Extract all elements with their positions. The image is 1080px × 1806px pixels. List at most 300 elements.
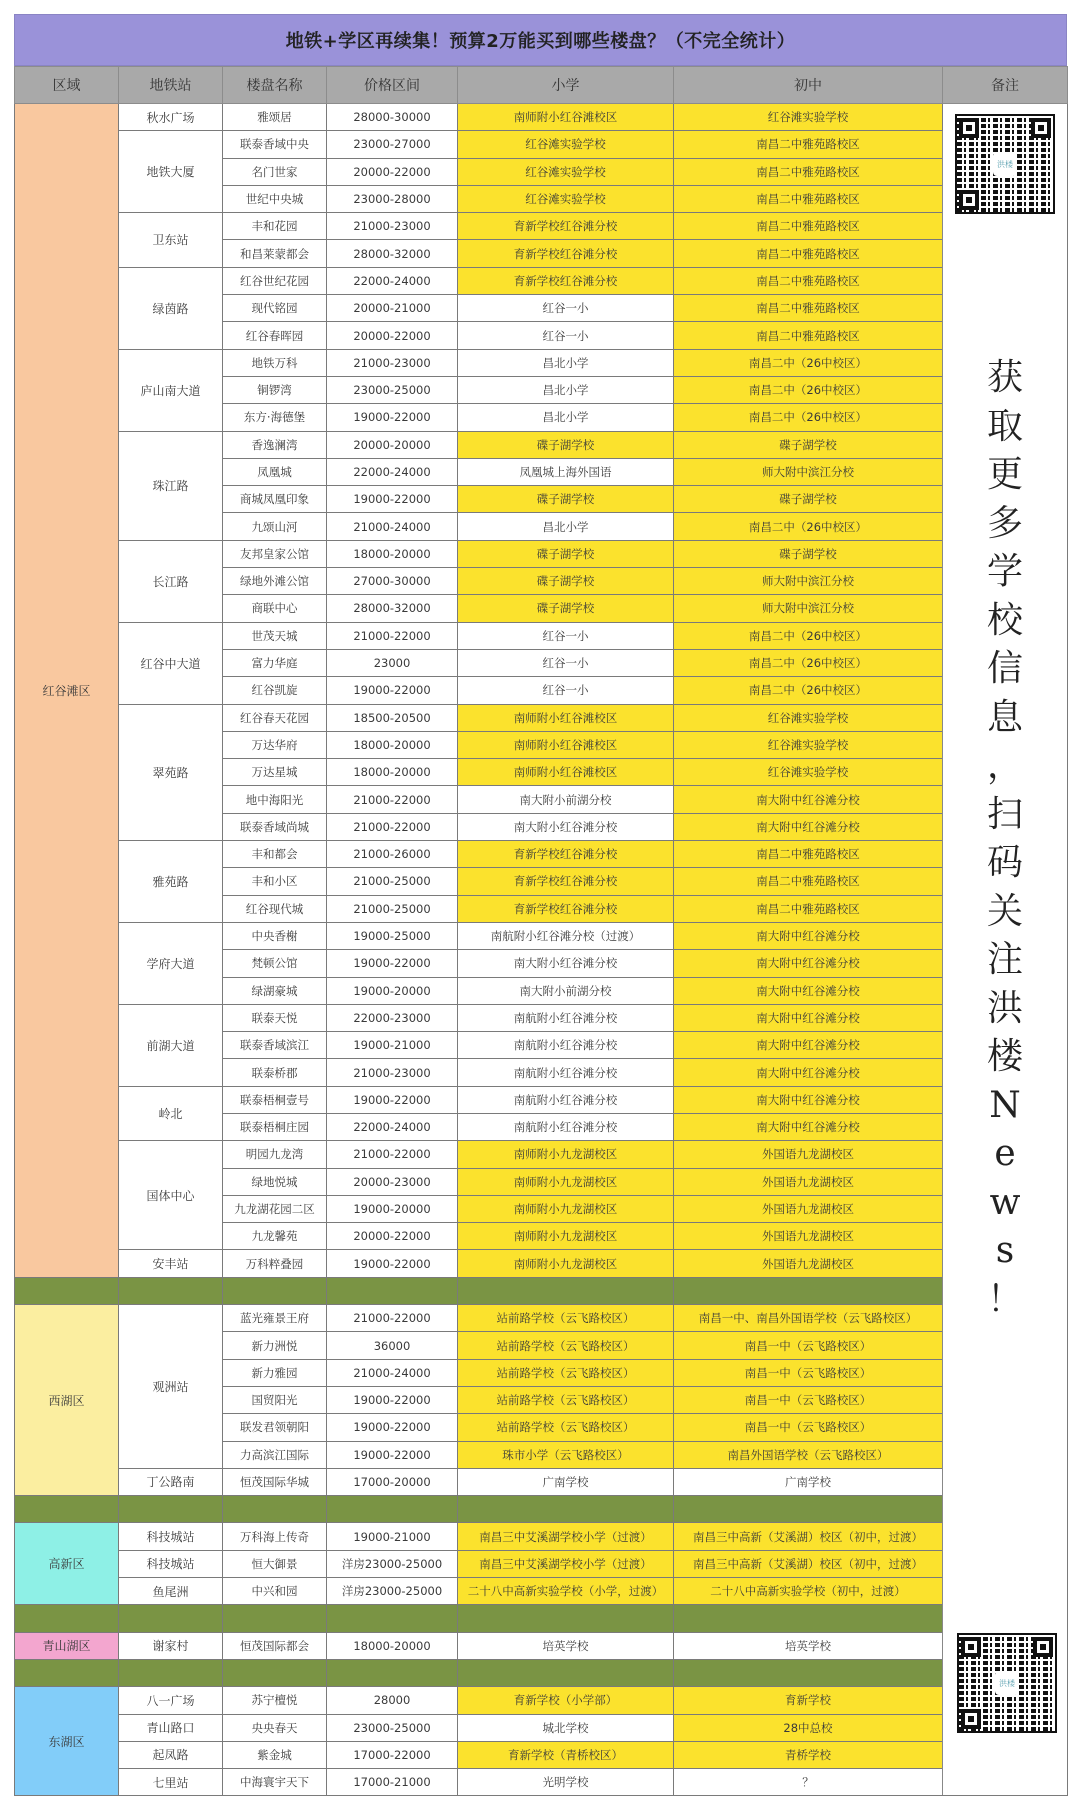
vertical-char: w — [989, 1181, 1021, 1223]
vertical-char: 码 — [986, 842, 1023, 883]
price-cell: 19000-22000 — [327, 1441, 458, 1468]
vertical-char: 息 — [986, 696, 1023, 738]
separator-cell — [327, 1605, 458, 1632]
vertical-char: 获 — [986, 357, 1023, 398]
primary-school-cell: 红谷滩实验学校 — [458, 158, 674, 185]
estate-cell: 绿湖豪城 — [223, 977, 327, 1004]
col-header-district: 区域 — [15, 67, 119, 104]
price-cell: 23000-25000 — [327, 376, 458, 403]
metro-station-cell: 翠苑路 — [119, 704, 223, 840]
estate-cell: 明园九龙湾 — [223, 1141, 327, 1168]
primary-school-cell: 光明学校 — [458, 1769, 674, 1796]
price-cell: 17000-22000 — [327, 1741, 458, 1768]
estate-cell: 丰和花园 — [223, 213, 327, 240]
vertical-char: N — [989, 1084, 1021, 1126]
metro-station-cell: 丁公路南 — [119, 1468, 223, 1495]
price-cell: 21000-22000 — [327, 1141, 458, 1168]
estate-cell: 世茂天城 — [223, 622, 327, 649]
price-cell: 20000-21000 — [327, 295, 458, 322]
middle-school-cell: 南昌三中高新（艾溪湖）校区（初中，过渡） — [674, 1523, 943, 1550]
price-cell: 21000-25000 — [327, 868, 458, 895]
district-cell: 青山湖区 — [15, 1632, 119, 1659]
price-cell: 21000-23000 — [327, 213, 458, 240]
estate-cell: 香逸澜湾 — [223, 431, 327, 458]
estate-cell: 恒大御景 — [223, 1550, 327, 1577]
primary-school-cell: 育新学校（青桥校区） — [458, 1741, 674, 1768]
page-title: 地铁+学区再续集！预算2万能买到哪些楼盘？（不完全统计） — [14, 14, 1067, 66]
estate-cell: 九颂山河 — [223, 513, 327, 540]
metro-station-cell: 观洲站 — [119, 1305, 223, 1469]
estate-cell: 绿地悦城 — [223, 1168, 327, 1195]
vertical-char: 楼 — [986, 1036, 1023, 1077]
qr-logo-icon: 洪楼 — [995, 1671, 1019, 1695]
separator-cell — [674, 1277, 943, 1304]
price-cell: 23000-27000 — [327, 131, 458, 158]
primary-school-cell: 南大附小红谷滩分校 — [458, 813, 674, 840]
middle-school-cell: 南大附中红谷滩分校 — [674, 950, 943, 977]
price-cell: 23000-28000 — [327, 185, 458, 212]
col-header-middle: 初中 — [674, 67, 943, 104]
middle-school-cell: 南昌一中（云飞路校区） — [674, 1359, 943, 1386]
separator-cell — [15, 1659, 119, 1686]
price-cell: 18000-20000 — [327, 1632, 458, 1659]
primary-school-cell: 南师附小红谷滩校区 — [458, 704, 674, 731]
estate-cell: 紫金城 — [223, 1741, 327, 1768]
separator-cell — [458, 1605, 674, 1632]
primary-school-cell: 红谷一小 — [458, 649, 674, 676]
middle-school-cell: 培英学校 — [674, 1632, 943, 1659]
middle-school-cell: 碟子湖学校 — [674, 486, 943, 513]
table-row — [15, 1305, 1068, 1332]
table-row — [15, 1141, 1068, 1168]
price-cell: 22000-24000 — [327, 458, 458, 485]
table-row — [15, 1004, 1068, 1031]
district-cell: 高新区 — [15, 1523, 119, 1605]
middle-school-cell: 南昌一中（云飞路校区） — [674, 1386, 943, 1413]
estate-cell: 联泰桥郡 — [223, 1059, 327, 1086]
estate-cell: 九龙馨苑 — [223, 1223, 327, 1250]
middle-school-cell: 外国语九龙湖校区 — [674, 1195, 943, 1222]
price-cell: 22000-23000 — [327, 1004, 458, 1031]
estate-cell: 新力洲悦 — [223, 1332, 327, 1359]
separator-cell — [119, 1659, 223, 1686]
estate-cell: 新力雅园 — [223, 1359, 327, 1386]
estate-cell: 恒茂国际都会 — [223, 1632, 327, 1659]
price-cell: 21000-23000 — [327, 349, 458, 376]
primary-school-cell: 南航附小红谷滩分校（过渡） — [458, 922, 674, 949]
col-header-primary: 小学 — [458, 67, 674, 104]
estate-cell: 商城凤凰印象 — [223, 486, 327, 513]
metro-station-cell: 国体中心 — [119, 1141, 223, 1250]
estate-cell: 红谷现代城 — [223, 895, 327, 922]
table-row — [15, 1086, 1068, 1113]
estate-cell: 红谷凯旋 — [223, 677, 327, 704]
price-cell: 20000-20000 — [327, 431, 458, 458]
metro-station-cell: 七里站 — [119, 1769, 223, 1796]
follow-prompt-vertical-text — [943, 354, 1067, 1324]
vertical-char: ！ — [986, 1278, 1023, 1320]
col-header-estate: 楼盘名称 — [223, 67, 327, 104]
primary-school-cell: 站前路学校（云飞路校区） — [458, 1332, 674, 1359]
estate-cell: 现代铭园 — [223, 295, 327, 322]
vertical-char: ， — [986, 745, 1023, 786]
price-cell: 28000-32000 — [327, 595, 458, 622]
separator-cell — [119, 1277, 223, 1304]
primary-school-cell: 红谷滩实验学校 — [458, 131, 674, 158]
separator-cell — [119, 1605, 223, 1632]
estate-cell: 富力华庭 — [223, 649, 327, 676]
estate-cell: 丰和小区 — [223, 868, 327, 895]
price-cell: 19000-22000 — [327, 1386, 458, 1413]
price-cell: 19000-22000 — [327, 486, 458, 513]
primary-school-cell: 南昌三中艾溪湖学校小学（过渡） — [458, 1523, 674, 1550]
estate-cell: 地中海阳光 — [223, 786, 327, 813]
middle-school-cell: 南昌一中（云飞路校区） — [674, 1332, 943, 1359]
note-cell — [943, 104, 1068, 1796]
primary-school-cell: 站前路学校（云飞路校区） — [458, 1305, 674, 1332]
price-cell: 19000-25000 — [327, 922, 458, 949]
separator-cell — [223, 1277, 327, 1304]
middle-school-cell: 外国语九龙湖校区 — [674, 1141, 943, 1168]
estate-cell: 中海寰宇天下 — [223, 1769, 327, 1796]
estate-cell: 联泰梧桐壹号 — [223, 1086, 327, 1113]
primary-school-cell: 昌北小学 — [458, 349, 674, 376]
table-row — [15, 1550, 1068, 1577]
primary-school-cell: 碟子湖学校 — [458, 568, 674, 595]
middle-school-cell: 师大附中滨江分校 — [674, 568, 943, 595]
primary-school-cell: 南师附小九龙湖校区 — [458, 1168, 674, 1195]
price-cell: 21000-22000 — [327, 813, 458, 840]
middle-school-cell: 育新学校 — [674, 1687, 943, 1714]
price-cell: 17000-20000 — [327, 1468, 458, 1495]
metro-station-cell: 地铁大厦 — [119, 131, 223, 213]
estate-cell: 苏宁檀悦 — [223, 1687, 327, 1714]
estate-cell: 恒茂国际华城 — [223, 1468, 327, 1495]
table-row — [15, 267, 1068, 294]
estate-cell: 红谷春天花园 — [223, 704, 327, 731]
price-cell: 21000-25000 — [327, 895, 458, 922]
middle-school-cell: 南昌二中雅苑路校区 — [674, 295, 943, 322]
primary-school-cell: 育新学校红谷滩分校 — [458, 240, 674, 267]
separator-cell — [327, 1277, 458, 1304]
primary-school-cell: 红谷一小 — [458, 622, 674, 649]
table-row — [15, 704, 1068, 731]
primary-school-cell: 碟子湖学校 — [458, 431, 674, 458]
middle-school-cell: 28中总校 — [674, 1714, 943, 1741]
price-cell: 19000-20000 — [327, 1195, 458, 1222]
estate-cell: 商联中心 — [223, 595, 327, 622]
vertical-char: e — [994, 1133, 1016, 1174]
metro-station-cell: 科技城站 — [119, 1523, 223, 1550]
primary-school-cell: 育新学校红谷滩分校 — [458, 841, 674, 868]
primary-school-cell: 南大附小前湖分校 — [458, 786, 674, 813]
price-cell: 20000-22000 — [327, 322, 458, 349]
primary-school-cell: 城北学校 — [458, 1714, 674, 1741]
middle-school-cell: 南大附中红谷滩分校 — [674, 1032, 943, 1059]
separator-cell — [15, 1496, 119, 1523]
separator-cell — [458, 1496, 674, 1523]
district-cell: 东湖区 — [15, 1687, 119, 1796]
primary-school-cell: 南航附小红谷滩分校 — [458, 1004, 674, 1031]
metro-station-cell: 谢家村 — [119, 1632, 223, 1659]
price-cell: 20000-22000 — [327, 158, 458, 185]
middle-school-cell: 南昌一中（云飞路校区） — [674, 1414, 943, 1441]
primary-school-cell: 红谷一小 — [458, 677, 674, 704]
middle-school-cell: 南昌二中雅苑路校区 — [674, 267, 943, 294]
price-cell: 21000-23000 — [327, 1059, 458, 1086]
primary-school-cell: 南昌三中艾溪湖学校小学（过渡） — [458, 1550, 674, 1577]
middle-school-cell: 南昌二中雅苑路校区 — [674, 185, 943, 212]
estate-cell: 雅颂居 — [223, 104, 327, 131]
metro-station-cell: 秋水广场 — [119, 104, 223, 131]
middle-school-cell: 外国语九龙湖校区 — [674, 1168, 943, 1195]
separator-cell — [223, 1659, 327, 1686]
separator-cell — [15, 1277, 119, 1304]
estate-cell: 丰和都会 — [223, 841, 327, 868]
primary-school-cell: 珠市小学（云飞路校区） — [458, 1441, 674, 1468]
middle-school-cell: 广南学校 — [674, 1468, 943, 1495]
price-cell: 21000-22000 — [327, 622, 458, 649]
price-cell: 17000-21000 — [327, 1769, 458, 1796]
price-cell: 18000-20000 — [327, 540, 458, 567]
middle-school-cell: 南昌二中雅苑路校区 — [674, 240, 943, 267]
separator-cell — [119, 1496, 223, 1523]
primary-school-cell: 南航附小红谷滩分校 — [458, 1113, 674, 1140]
primary-school-cell: 南师附小九龙湖校区 — [458, 1195, 674, 1222]
district-cell: 红谷滩区 — [15, 104, 119, 1278]
middle-school-cell: 外国语九龙湖校区 — [674, 1223, 943, 1250]
metro-station-cell: 卫东站 — [119, 213, 223, 268]
estate-cell: 绿地外滩公馆 — [223, 568, 327, 595]
price-cell: 洋房23000-25000 — [327, 1550, 458, 1577]
vertical-char: 洪 — [986, 987, 1023, 1029]
table-row — [15, 1578, 1068, 1605]
middle-school-cell: 二十八中高新实验学校（初中，过渡） — [674, 1578, 943, 1605]
middle-school-cell: 南昌二中（26中校区） — [674, 404, 943, 431]
primary-school-cell: 育新学校红谷滩分校 — [458, 868, 674, 895]
table-row — [15, 1468, 1068, 1495]
district-separator-row — [15, 1605, 1068, 1632]
estate-cell: 中央香榭 — [223, 922, 327, 949]
separator-cell — [674, 1605, 943, 1632]
primary-school-cell: 南大附小红谷滩分校 — [458, 950, 674, 977]
primary-school-cell: 昌北小学 — [458, 404, 674, 431]
estate-cell: 力高滨江国际 — [223, 1441, 327, 1468]
estate-cell: 友邦皇家公馆 — [223, 540, 327, 567]
price-cell: 22000-24000 — [327, 267, 458, 294]
primary-school-cell: 站前路学校（云飞路校区） — [458, 1414, 674, 1441]
primary-school-cell: 碟子湖学校 — [458, 595, 674, 622]
middle-school-cell: 南昌二中雅苑路校区 — [674, 158, 943, 185]
price-cell: 19000-22000 — [327, 950, 458, 977]
metro-station-cell: 起凤路 — [119, 1741, 223, 1768]
estate-cell: 和昌莱蒙都会 — [223, 240, 327, 267]
district-separator-row — [15, 1659, 1068, 1686]
vertical-char: s — [995, 1230, 1015, 1271]
separator-cell — [223, 1496, 327, 1523]
estate-cell: 红谷世纪花园 — [223, 267, 327, 294]
middle-school-cell: 师大附中滨江分校 — [674, 595, 943, 622]
col-header-station: 地铁站 — [119, 67, 223, 104]
district-cell: 西湖区 — [15, 1305, 119, 1496]
table-body — [15, 104, 1068, 1796]
price-cell: 19000-22000 — [327, 404, 458, 431]
middle-school-cell: 南昌二中雅苑路校区 — [674, 895, 943, 922]
estate-cell: 地铁万科 — [223, 349, 327, 376]
middle-school-cell: 南昌二中雅苑路校区 — [674, 322, 943, 349]
primary-school-cell: 育新学校红谷滩分校 — [458, 267, 674, 294]
estate-cell: 名门世家 — [223, 158, 327, 185]
primary-school-cell: 南师附小九龙湖校区 — [458, 1141, 674, 1168]
table-row — [15, 841, 1068, 868]
estate-cell: 联泰香域滨江 — [223, 1032, 327, 1059]
price-cell: 18000-20000 — [327, 759, 458, 786]
estate-cell: 联泰梧桐庄园 — [223, 1113, 327, 1140]
price-cell: 20000-22000 — [327, 1223, 458, 1250]
middle-school-cell: 红谷滩实验学校 — [674, 731, 943, 758]
middle-school-cell: 南昌二中（26中校区） — [674, 649, 943, 676]
estate-cell: 铜锣湾 — [223, 376, 327, 403]
price-cell: 19000-22000 — [327, 1250, 458, 1277]
middle-school-cell: 南昌一中、南昌外国语学校（云飞路校区） — [674, 1305, 943, 1332]
price-cell: 27000-30000 — [327, 568, 458, 595]
vertical-char: 校 — [986, 599, 1023, 641]
middle-school-cell: 南昌二中（26中校区） — [674, 349, 943, 376]
separator-cell — [223, 1605, 327, 1632]
col-header-price: 价格区间 — [327, 67, 458, 104]
primary-school-cell: 站前路学校（云飞路校区） — [458, 1359, 674, 1386]
middle-school-cell: 南大附中红谷滩分校 — [674, 813, 943, 840]
primary-school-cell: 站前路学校（云飞路校区） — [458, 1386, 674, 1413]
estate-cell: 万科海上传奇 — [223, 1523, 327, 1550]
metro-station-cell: 珠江路 — [119, 431, 223, 540]
middle-school-cell: 南昌外国语学校（云飞路校区） — [674, 1441, 943, 1468]
price-cell: 22000-24000 — [327, 1113, 458, 1140]
table-row — [15, 213, 1068, 240]
primary-school-cell: 红谷一小 — [458, 322, 674, 349]
price-cell: 19000-20000 — [327, 977, 458, 1004]
estate-cell: 东方·海德堡 — [223, 404, 327, 431]
metro-station-cell: 八一广场 — [119, 1687, 223, 1714]
price-cell: 洋房23000-25000 — [327, 1578, 458, 1605]
primary-school-cell: 南师附小红谷滩校区 — [458, 759, 674, 786]
middle-school-cell: 碟子湖学校 — [674, 540, 943, 567]
header-row — [15, 67, 1068, 104]
middle-school-cell: 南大附中红谷滩分校 — [674, 922, 943, 949]
middle-school-cell: 南昌二中雅苑路校区 — [674, 868, 943, 895]
price-cell: 28000 — [327, 1687, 458, 1714]
primary-school-cell: 南师附小九龙湖校区 — [458, 1250, 674, 1277]
qr-logo-icon: 洪楼 — [993, 152, 1017, 176]
metro-station-cell: 岭北 — [119, 1086, 223, 1141]
middle-school-cell: 南昌二中（26中校区） — [674, 622, 943, 649]
price-cell: 21000-22000 — [327, 786, 458, 813]
metro-station-cell: 鱼尾洲 — [119, 1578, 223, 1605]
primary-school-cell: 昌北小学 — [458, 513, 674, 540]
middle-school-cell: 南昌三中高新（艾溪湖）校区（初中，过渡） — [674, 1550, 943, 1577]
primary-school-cell: 南大附小前湖分校 — [458, 977, 674, 1004]
middle-school-cell: 南大附中红谷滩分校 — [674, 1004, 943, 1031]
primary-school-cell: 碟子湖学校 — [458, 486, 674, 513]
middle-school-cell: 南昌二中（26中校区） — [674, 376, 943, 403]
vertical-char: 取 — [986, 405, 1023, 447]
separator-cell — [327, 1496, 458, 1523]
qr-code-top[interactable] — [955, 114, 1055, 214]
estate-cell: 万达星城 — [223, 759, 327, 786]
estate-cell: 红谷春晖园 — [223, 322, 327, 349]
table-row — [15, 349, 1068, 376]
primary-school-cell: 红谷一小 — [458, 295, 674, 322]
estate-cell: 联发君领朝阳 — [223, 1414, 327, 1441]
qr-code-bottom[interactable] — [957, 1633, 1057, 1733]
middle-school-cell: 碟子湖学校 — [674, 431, 943, 458]
price-cell: 28000-30000 — [327, 104, 458, 131]
estate-cell: 联泰天悦 — [223, 1004, 327, 1031]
price-cell: 21000-22000 — [327, 1305, 458, 1332]
district-separator-row — [15, 1496, 1068, 1523]
price-cell: 23000-25000 — [327, 1714, 458, 1741]
middle-school-cell: 南大附中红谷滩分校 — [674, 786, 943, 813]
middle-school-cell: 外国语九龙湖校区 — [674, 1250, 943, 1277]
primary-school-cell: 育新学校（小学部） — [458, 1687, 674, 1714]
vertical-char: 关 — [986, 890, 1023, 932]
metro-station-cell: 科技城站 — [119, 1550, 223, 1577]
table-row — [15, 1632, 1068, 1659]
table-row — [15, 922, 1068, 949]
price-cell: 36000 — [327, 1332, 458, 1359]
estate-cell: 万科粹叠园 — [223, 1250, 327, 1277]
middle-school-cell: 青桥学校 — [674, 1741, 943, 1768]
primary-school-cell: 昌北小学 — [458, 376, 674, 403]
vertical-char: 更 — [986, 454, 1023, 495]
separator-cell — [674, 1496, 943, 1523]
separator-cell — [458, 1659, 674, 1686]
table-row — [15, 431, 1068, 458]
middle-school-cell: 南昌二中雅苑路校区 — [674, 213, 943, 240]
housing-table — [14, 66, 1068, 1796]
vertical-char: 扫 — [986, 793, 1023, 835]
estate-cell: 梵顿公馆 — [223, 950, 327, 977]
separator-cell — [15, 1605, 119, 1632]
price-cell: 19000-22000 — [327, 677, 458, 704]
estate-cell: 联泰香域尚城 — [223, 813, 327, 840]
table-row — [15, 104, 1068, 131]
metro-station-cell: 青山路口 — [119, 1714, 223, 1741]
metro-station-cell: 雅苑路 — [119, 841, 223, 923]
middle-school-cell: 南大附中红谷滩分校 — [674, 1113, 943, 1140]
middle-school-cell: 南大附中红谷滩分校 — [674, 1059, 943, 1086]
middle-school-cell: 南昌二中（26中校区） — [674, 677, 943, 704]
metro-station-cell: 长江路 — [119, 540, 223, 622]
primary-school-cell: 南航附小红谷滩分校 — [458, 1059, 674, 1086]
primary-school-cell: 南师附小九龙湖校区 — [458, 1223, 674, 1250]
metro-station-cell: 学府大道 — [119, 922, 223, 1004]
price-cell: 21000-26000 — [327, 841, 458, 868]
primary-school-cell: 育新学校红谷滩分校 — [458, 895, 674, 922]
table-row — [15, 1687, 1068, 1714]
middle-school-cell: 南昌二中（26中校区） — [674, 513, 943, 540]
primary-school-cell: 二十八中高新实验学校（小学，过渡） — [458, 1578, 674, 1605]
price-cell: 21000-24000 — [327, 1359, 458, 1386]
primary-school-cell: 广南学校 — [458, 1468, 674, 1495]
primary-school-cell: 培英学校 — [458, 1632, 674, 1659]
separator-cell — [674, 1659, 943, 1686]
metro-station-cell: 庐山南大道 — [119, 349, 223, 431]
price-cell: 20000-23000 — [327, 1168, 458, 1195]
primary-school-cell: 南航附小红谷滩分校 — [458, 1032, 674, 1059]
col-header-note: 备注 — [943, 67, 1068, 104]
estate-cell: 中兴和园 — [223, 1578, 327, 1605]
